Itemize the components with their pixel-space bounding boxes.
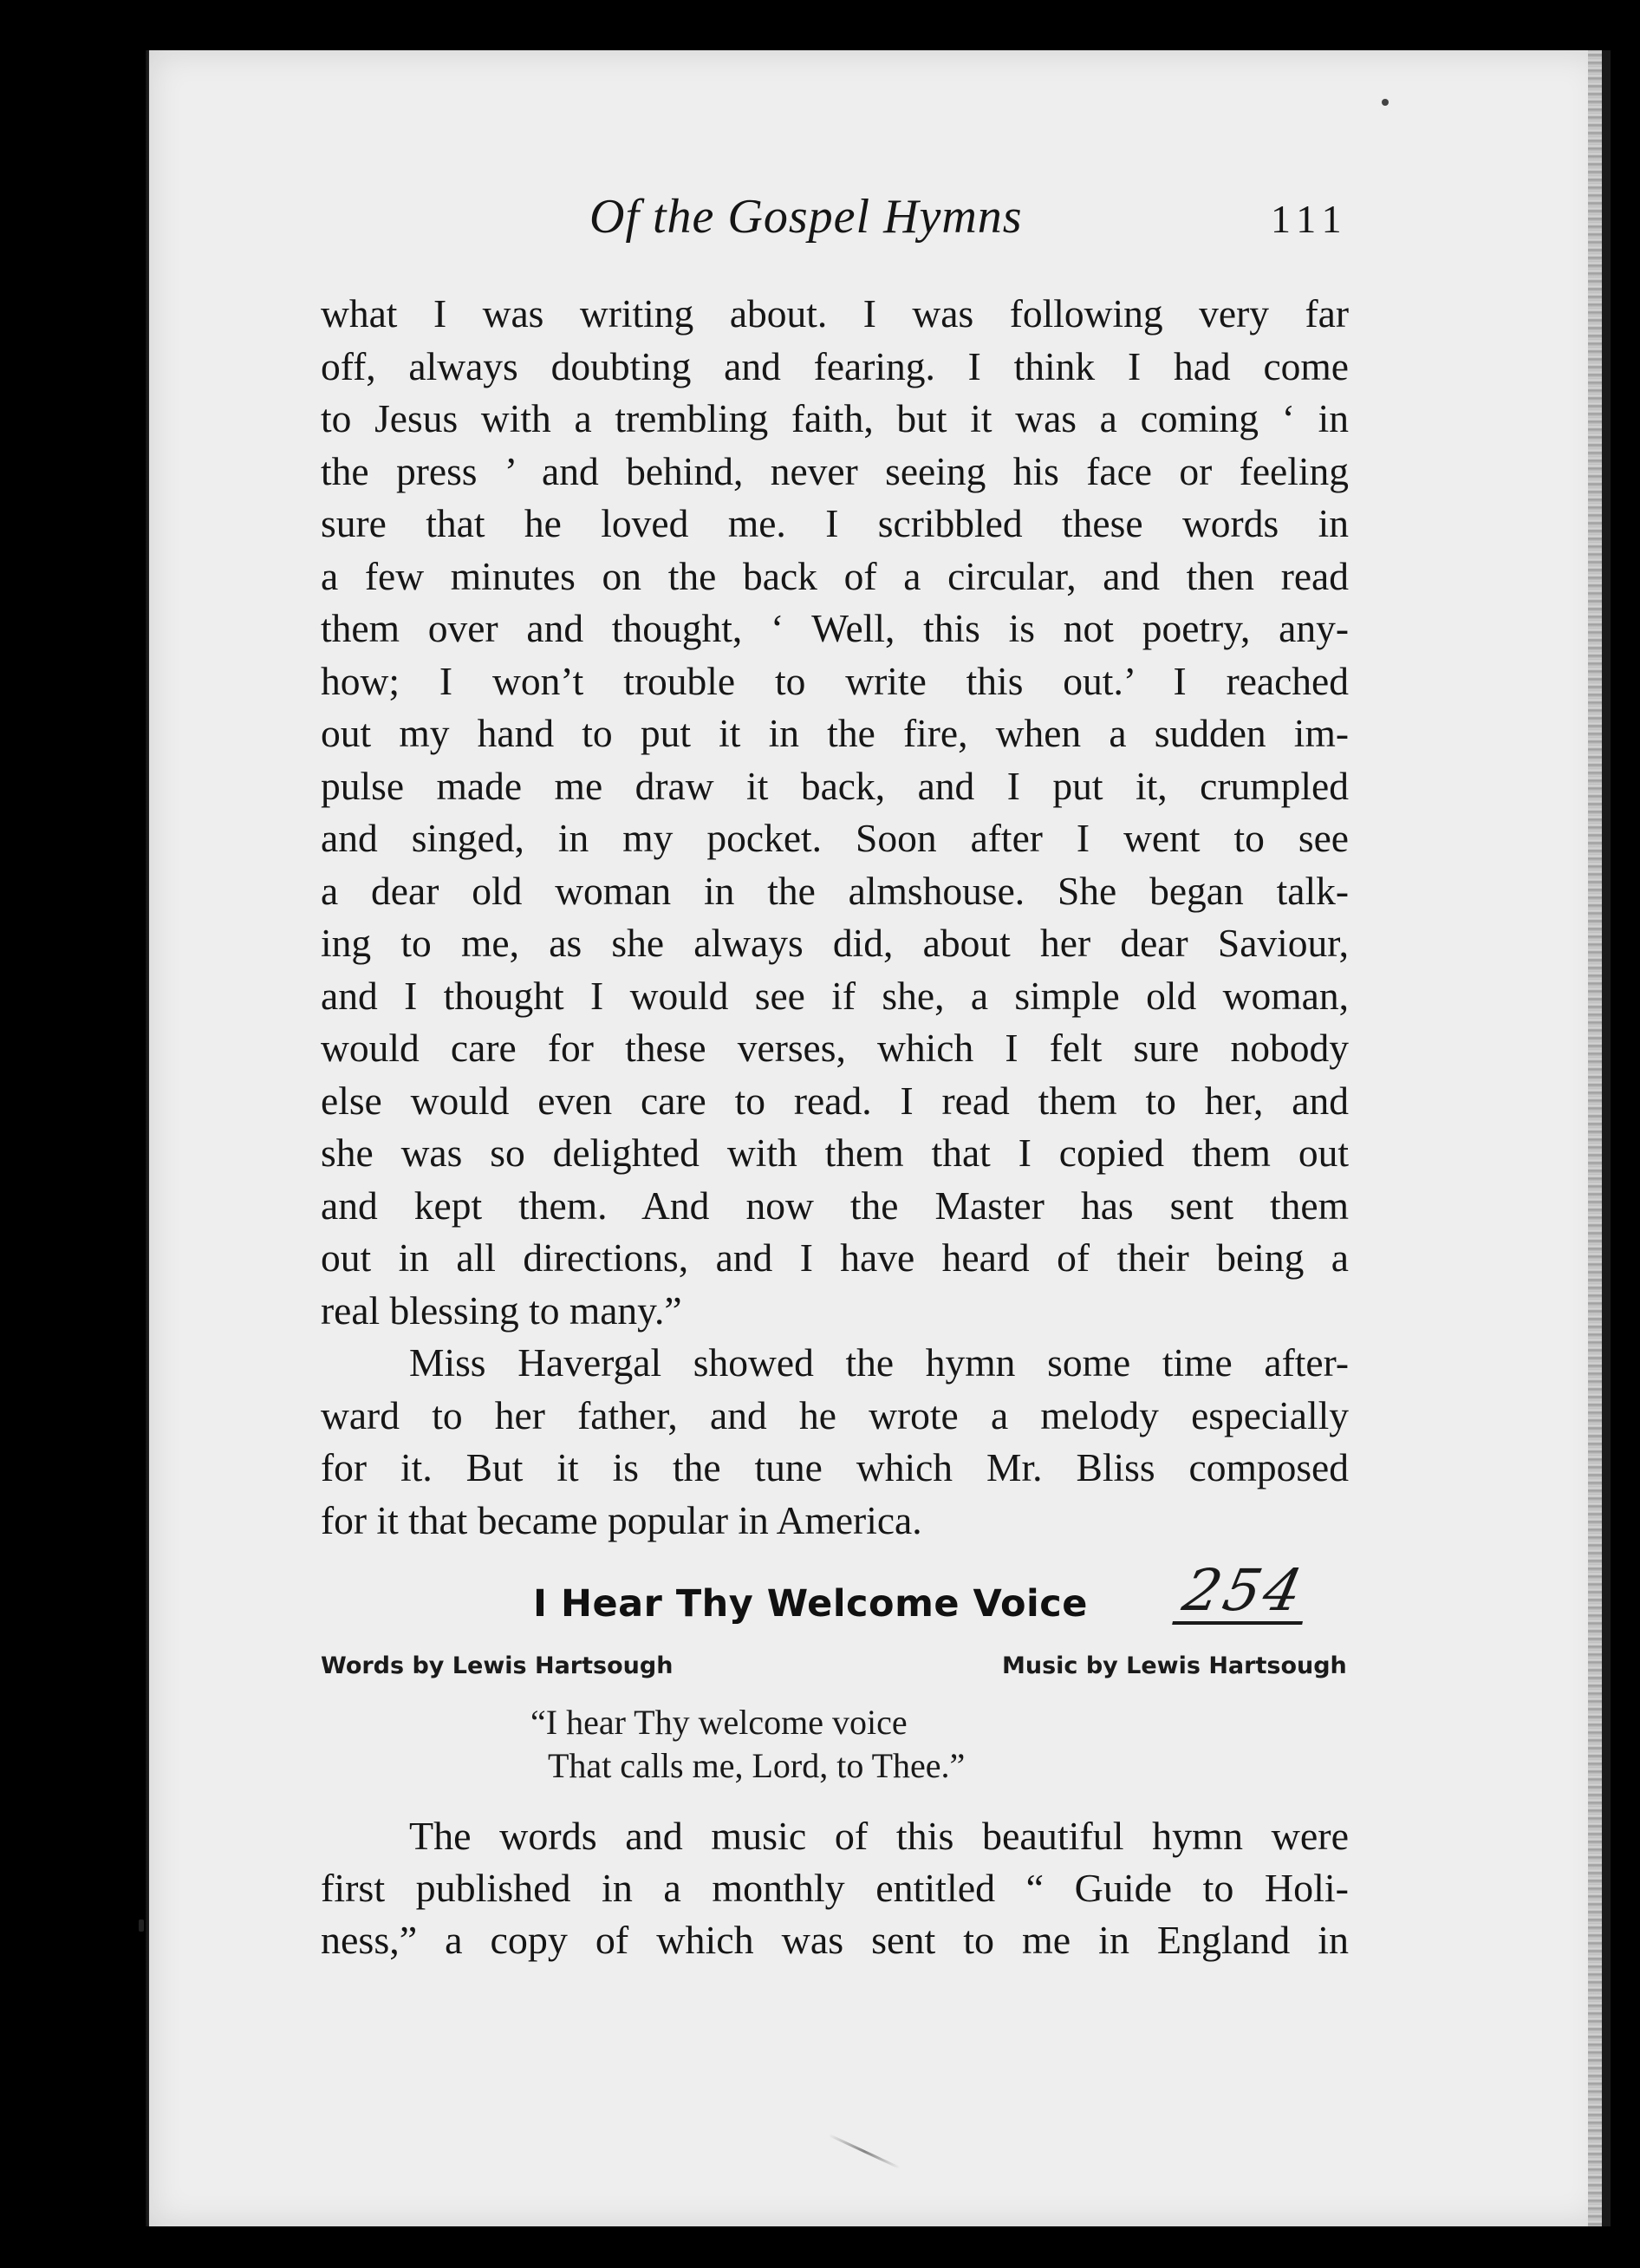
text-line: what I was writing about. I was following very far — [321, 291, 1349, 336]
paragraph-1 — [321, 288, 1349, 1547]
text-line: ward to her father, and he wrote a melody especially — [321, 1392, 1349, 1437]
text-line: Miss Havergal showed the hymn some time after- — [409, 1340, 1349, 1385]
text-line: and singed, in my pocket. Soon after I went to see — [321, 816, 1349, 860]
text-line: them over and thought, ‘ Well, this is not poetry, any- — [321, 606, 1349, 650]
scan-border — [1602, 50, 1611, 2226]
text-line: she was so delighted with them that I copied them out — [321, 1131, 1349, 1175]
text-line: first published in a monthly entitled “ Guide to Holi- — [321, 1866, 1349, 1910]
text-line: sure that he loved me. I scribbled these words in — [321, 501, 1349, 545]
epigraph-line: “I hear Thy welcome voice — [530, 1703, 908, 1742]
text-line: the press ’ and behind, never seeing his face or feeling — [321, 448, 1349, 493]
text-line: and I thought I would see if she, a simple old woman, — [321, 973, 1349, 1018]
text-line: for it that became popular in America. — [321, 1497, 922, 1542]
text-line: and kept them. And now the Master has sent them — [321, 1183, 1349, 1228]
music-credit: Music by Lewis Hartsough — [1002, 1652, 1347, 1679]
page-number: 111 — [1271, 197, 1349, 241]
scan-speck — [139, 1919, 144, 1932]
text-line: off, always doubting and fearing. I think I had come — [321, 343, 1349, 388]
text-line: out my hand to put it in the fire, when a sudden im- — [321, 711, 1349, 755]
text-line: for it. But it is the tune which Mr. Bliss composed — [321, 1445, 1349, 1489]
text-line: pulse made me draw it back, and I put it, crumpled — [321, 763, 1349, 808]
text-line: real blessing to many.” — [321, 1287, 682, 1333]
paragraph-3 — [321, 1810, 1349, 1966]
handwritten-hymn-number: 254 — [1172, 1561, 1316, 1625]
text-line: ness,” a copy of which was sent to me in England in — [321, 1918, 1349, 1962]
text-line: how; I won’t trouble to write this out.’ I reached — [321, 658, 1349, 703]
text-line: out in all directions, and I have heard of their being a — [321, 1235, 1349, 1280]
scan-speck — [1382, 99, 1389, 106]
text-line: to Jesus with a trembling faith, but it was a coming ‘ in — [321, 396, 1349, 440]
epigraph-line: That calls me, Lord, to Thee.” — [548, 1746, 966, 1785]
running-head-title: Of the Gospel Hymns — [589, 190, 1023, 244]
text-line: would care for these verses, which I felt sure nobody — [321, 1026, 1349, 1070]
text-line: ing to me, as she always did, about her dear Saviour, — [321, 921, 1349, 965]
text-line: The words and music of this beautiful hymn were — [409, 1814, 1349, 1858]
hymn-title: I Hear Thy Welcome Voice — [533, 1582, 1088, 1626]
text-line: a few minutes on the back of a circular, and then read — [321, 553, 1349, 598]
text-line: a dear old woman in the almshouse. She began talk- — [321, 868, 1349, 913]
words-credit: Words by Lewis Hartsough — [321, 1652, 674, 1679]
text-line: else would even care to read. I read them to her, and — [321, 1078, 1349, 1123]
